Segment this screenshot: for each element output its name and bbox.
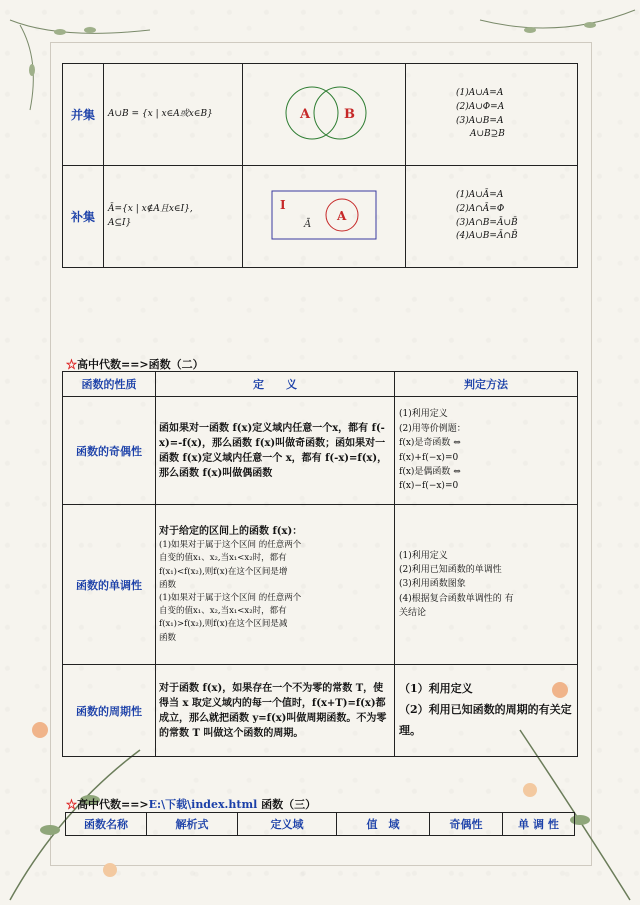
section3-title [66, 796, 316, 812]
venn-universe-label: I [280, 197, 286, 212]
monotonic-name: 函数的单调性 [63, 505, 156, 665]
parity-judge-5: f(x)是偶函数 ⇔ [399, 466, 461, 477]
monotonic-def-line-3: f(x₁)<f(x₂),则f(x)在这个区间是增 [159, 566, 288, 577]
complement-def-line-2: A⊆I} [108, 217, 132, 228]
function-properties-table [62, 371, 578, 757]
periodic-name: 函数的周期性 [63, 665, 156, 757]
monotonic-def-line-1: (1)如果对于属于这个区间 的任意两个 [159, 540, 302, 551]
complement-label: 补集 [63, 166, 104, 268]
parity-definition: 函如果对一函数 f(x)定义域内任意一个x，都有 f(-x)=-f(x)，那么函数 f(x)叫做奇函数；函如果对一函数 f(x)定义域内任意一个 x，都有 f(-x)=f(x)，那么函数 f(x)叫做偶函数 [156, 397, 395, 505]
union-venn-svg [264, 78, 384, 148]
periodic-judge-2: （2）利用已知函数的周期的有关定理。 [399, 703, 572, 737]
table-row [63, 665, 578, 757]
venn-set-label: A [337, 208, 347, 223]
complement-definition [104, 166, 243, 268]
monotonic-judge-1: (1)利用定义 [399, 550, 448, 561]
union-law-2: (2)A∪Φ=A [456, 101, 505, 112]
table-row [63, 166, 578, 268]
header-judge-method: 判定方法 [395, 372, 578, 397]
monotonic-judge-4: (4)根据复合函数单调性的 有 [399, 593, 514, 604]
header-function-name: 函数名称 [66, 813, 147, 836]
monotonic-def-line-5: (1)如果对于属于这个区间 的任意两个 [159, 593, 302, 603]
header-range: 值 域 [337, 813, 430, 836]
complement-law-1: (1)A∪Ā=A [456, 189, 504, 200]
union-law-4: A∪B⊇B [470, 129, 505, 140]
monotonic-def-head: 对于给定的区间上的函数 f(x)： [159, 526, 303, 538]
header-definition: 定 义 [156, 372, 395, 397]
parity-judge-6: f(x)−f(−x)=0 [399, 481, 459, 492]
union-law-3: (3)A∪B=A [456, 115, 504, 126]
star-icon: ☆ [66, 798, 77, 811]
set-operations-table [62, 63, 578, 268]
parity-judge-3: f(x)是奇函数 ⇔ [399, 438, 461, 449]
union-definition: A∪B = {x | x∈A或x∈B} [104, 64, 243, 166]
table-row [63, 64, 578, 166]
monotonic-def-line-6: 自变的值x₁、x₂,当x₁<x₂时，都有 [159, 606, 287, 617]
table-header-row [63, 372, 578, 397]
section2-title [66, 356, 204, 372]
header-parity: 奇偶性 [430, 813, 503, 836]
section3-title-suffix: 函数（三） [257, 798, 317, 811]
complement-laws [406, 166, 578, 268]
header-monotonicity: 单 调 性 [503, 813, 575, 836]
parity-judge [395, 397, 578, 505]
union-venn-diagram [243, 64, 406, 166]
complement-law-3: (3)A∩B=Ā∪B̄ [456, 217, 518, 228]
header-expression: 解析式 [147, 813, 238, 836]
parity-name: 函数的奇偶性 [63, 397, 156, 505]
union-laws [406, 64, 578, 166]
complement-def-line-1: Ā={x | x∉A且x∈I}, [108, 204, 193, 214]
table-row [63, 397, 578, 505]
table-row [63, 505, 578, 665]
periodic-judge [395, 665, 578, 757]
parity-judge-4: f(x)+f(−x)=0 [399, 452, 459, 463]
header-property: 函数的性质 [63, 372, 156, 397]
union-law-1: (1)A∪A=A [456, 87, 504, 98]
venn-label-a: A [300, 106, 311, 122]
table-header-row [66, 813, 575, 836]
parity-judge-2: (2)用等价例题： [399, 423, 466, 434]
monotonic-judge [395, 505, 578, 665]
monotonic-judge-2: (2)利用已知函数的单调性 [399, 564, 502, 575]
function-list-table [65, 812, 575, 836]
complement-law-2: (2)A∩Ā=Φ [456, 203, 505, 214]
star-icon: ☆ [66, 358, 77, 371]
monotonic-judge-5: 关结论 [399, 608, 427, 619]
monotonic-def-line-7: f(x₁)>f(x₂),则f(x)在这个区间是减 [159, 619, 288, 630]
monotonic-def-line-4: 函数 [159, 579, 177, 590]
complement-venn-svg [264, 185, 384, 245]
periodic-judge-1: （1）利用定义 [399, 682, 473, 696]
periodic-definition: 对于函数 f(x)，如果存在一个不为零的常数 T，使得当 x 取定义域内的每一个值时，f(x+T)=f(x)都成立，那么就把函数 y=f(x)叫做周期函数。不为零的常数 T 叫做这个函数的周期。 [156, 665, 395, 757]
section3-title-prefix: 高中代数==> [77, 798, 149, 811]
monotonic-def-line-8: 函数 [159, 632, 177, 643]
venn-complement-label: Ā [304, 218, 312, 230]
venn-label-b: B [344, 106, 355, 122]
section2-title-text: 高中代数==>函数（二） [77, 358, 204, 371]
header-domain: 定义域 [238, 813, 337, 836]
complement-venn-diagram [243, 166, 406, 268]
section3-link[interactable]: E:\下载\index.html [148, 798, 258, 811]
monotonic-definition [156, 505, 395, 665]
monotonic-judge-3: (3)利用函数图象 [399, 579, 466, 590]
complement-law-4: (4)A∪B=Ā∩B̄ [456, 231, 518, 242]
union-label: 并集 [63, 64, 104, 166]
monotonic-def-line-2: 自变的值x₁、x₂,当x₁<x₂时，都有 [159, 553, 287, 564]
parity-judge-1: (1)利用定义 [399, 409, 448, 420]
